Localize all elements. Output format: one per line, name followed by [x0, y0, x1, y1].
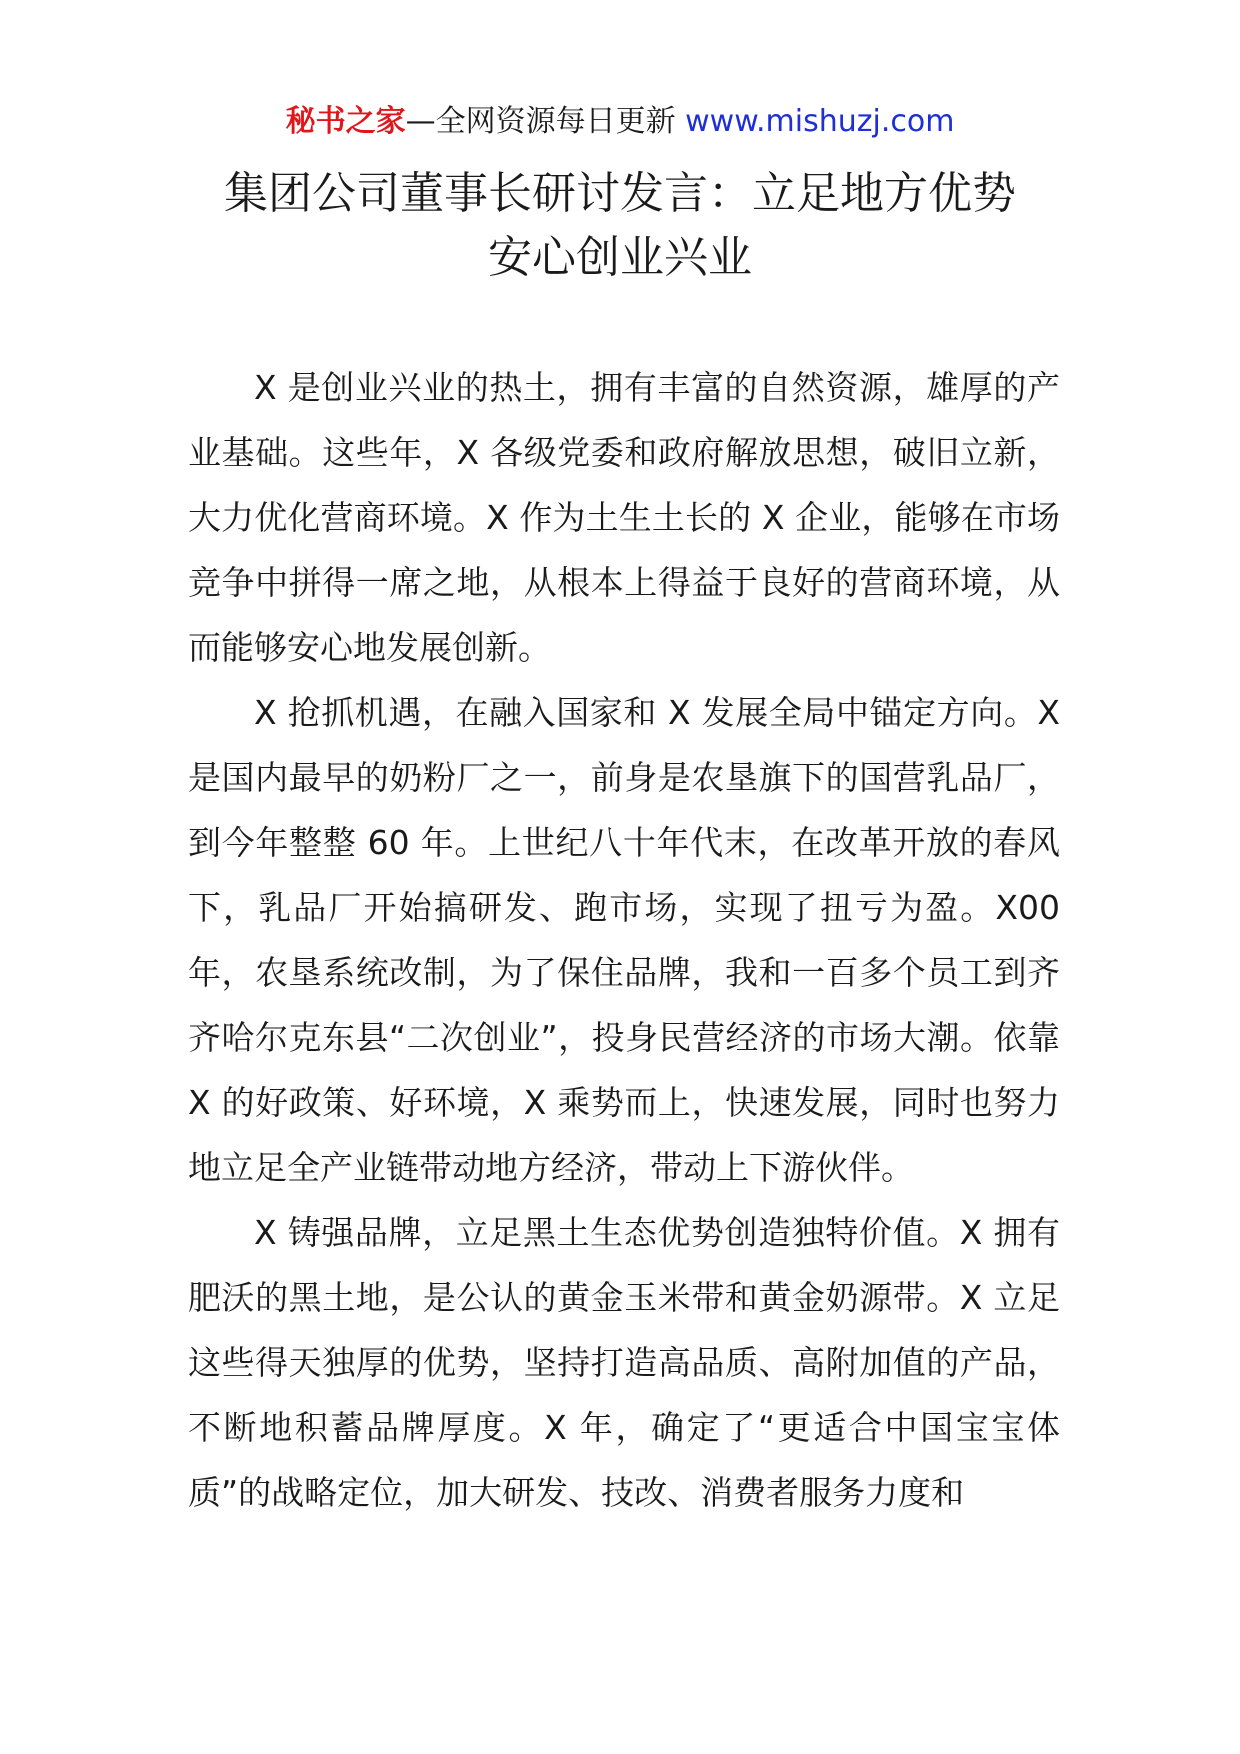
document-title [140, 162, 1100, 290]
title-line-2: 安心创业兴业 [488, 232, 752, 283]
brand-name: 秘书之家 [285, 104, 406, 139]
paragraph: X 铸强品牌，立足黑土生态优势创造独特价值。X 拥有肥沃的黑土地，是公认的黄金玉米带和黄金奶源带。X 立足这些得天独厚的优势，坚持打造高品质、高附加值的产品，不断地积蓄品牌厚度。X 年，确定了“更适合中国宝宝体质”的战略定位，加大研发、技改、消费者服务力度和 [188, 1213, 1060, 1512]
paragraph: X 抢抓机遇，在融入国家和 X 发展全局中锚定方向。X 是国内最早的奶粉厂之一，前身是农垦旗下的国营乳品厂，到今年整整 60 年。上世纪八十年代末，在改革开放的春风下，乳品厂开始搞研发、跑市场，实现了扭亏为盈。X00 年，农垦系统改制，为了保住品牌，我和一百多个员工到齐齐哈尔克东县“二次创业”，投身民营经济的市场大潮。依靠 X 的好政策、好环境，X 乘势而上，快速发展，同时也努力地立足全产业链带动地方经济，带动上下游伙伴。 [188, 693, 1060, 1187]
site-url-link[interactable]: www.mishuzj.com [685, 104, 955, 139]
document-body [188, 355, 1060, 1525]
site-slogan: —全网资源每日更新 [405, 104, 686, 139]
paragraph: X 是创业兴业的热土，拥有丰富的自然资源，雄厚的产业基础。这些年，X 各级党委和政府解放思想，破旧立新，大力优化营商环境。X 作为土生土长的 X 企业，能够在市场竞争中拼得一席之地，从根本上得益于良好的营商环境，从而能够安心地发展创新。 [188, 368, 1060, 667]
title-line-1: 集团公司董事长研讨发言：立足地方优势 [224, 168, 1016, 219]
site-header [0, 100, 1240, 144]
